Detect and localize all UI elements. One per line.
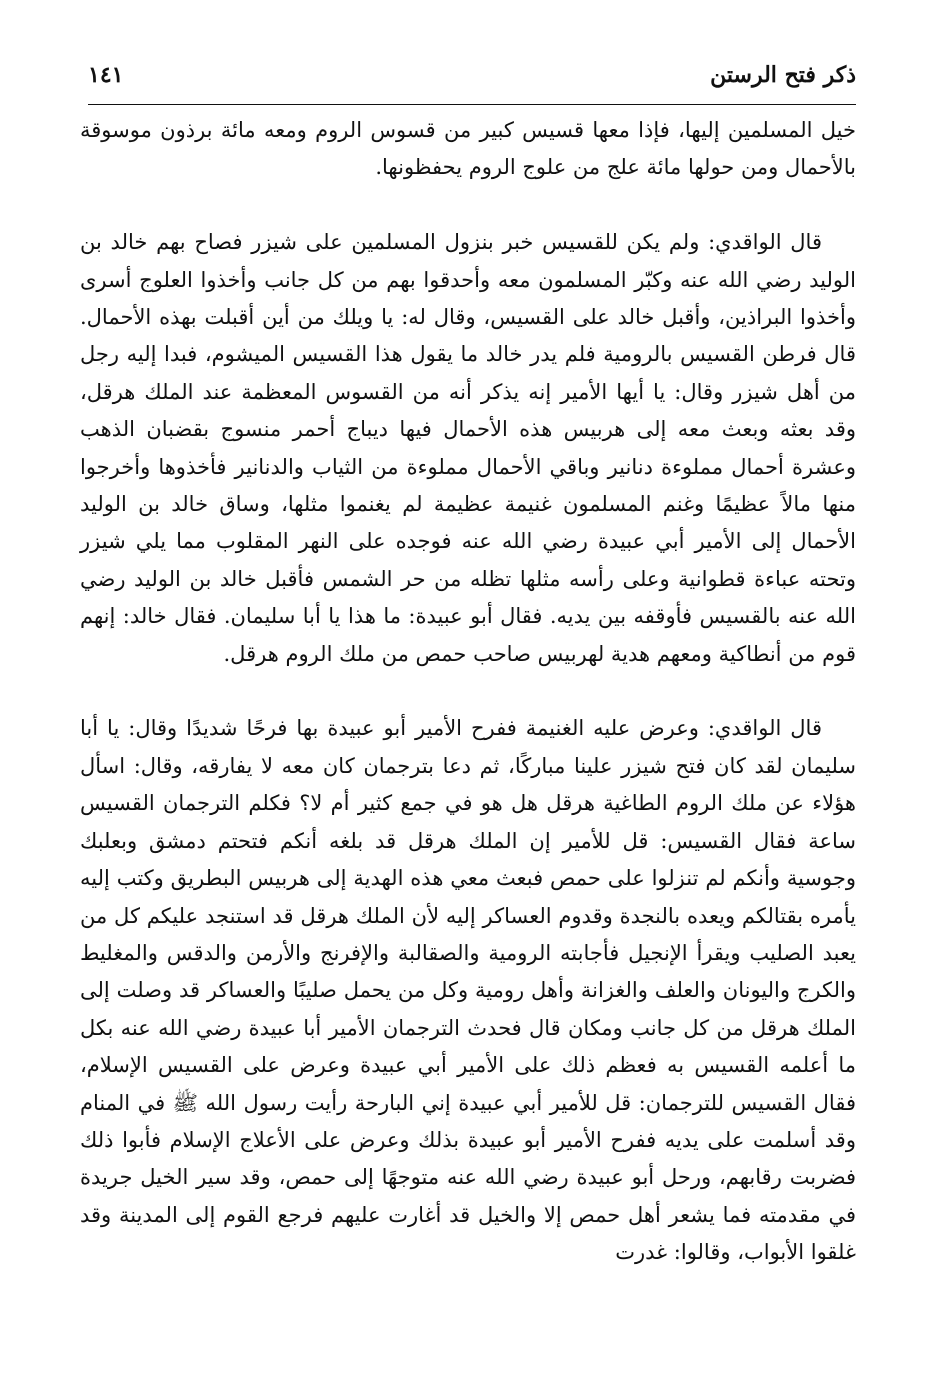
paragraph-spacer — [80, 187, 856, 224]
paragraph-1: خيل المسلمين إليها، فإذا معها قسيس كبير من قسوس الروم ومعه مائة برذون موسوقة بالأحمال ومن حولها مائة علج من علوج الروم يحفظونها. — [80, 118, 856, 180]
paragraph-spacer — [80, 673, 856, 710]
page-header — [88, 58, 856, 105]
page-number: ١٤١ — [88, 62, 124, 88]
running-title: ذكر فتح الرستن — [710, 62, 856, 88]
paragraph-3: قال الواقدي: وعرض عليه الغنيمة ففرح الأمير أبو عبيدة بها فرحًا شديدًا وقال: يا أبا سليمان لقد كان فتح شيزر علينا مباركًا، ثم دعا بترجمان كان معه لا يفارقه، وقال: اسأل هؤلاء عن ملك الروم الطاغية هرقل هل هو في جمع كثير أم لا؟ فكلم الترجمان القسيس ساعة فقال القسيس: قل للأمير إن الملك هرقل قد بلغه أنكم فتحتم دمشق وبعلبك وجوسية وأنكم لم تنزلوا على حمص فبعث معي هذه الهدية إلى هربيس البطريق وكتب إليه يأمره بقتالكم ويعده بالنجدة وقدوم العساكر إليه لأن الملك هرقل قد استنجد عليكم كل من يعبد الصليب ويقرأ الإنجيل فأجابته الرومية والصقالبة والإفرنج والأرمن والدقس والمغليط والكرج واليونان والعلف والغزانة وأهل رومية وكل من يحمل صليبًا والعساكر قد وصلت إلى الملك هرقل من كل جانب ومكان قال فحدث الترجمان الأمير أبا عبيدة رضي الله عنه بكل ما أعلمه القسيس به فعظم ذلك على الأمير أبي عبيدة وعرض على القسيس الإسلام، فقال القسيس للترجمان: قل للأمير أبي عبيدة إني البارحة رأيت رسول الله ﷺ في المنام وقد أسلمت على يديه ففرح الأمير أبو عبيدة بذلك وعرض على الأعلاج الإسلام فأبوا ذلك فضربت رقابهم، ورحل أبو عبيدة رضي الله عنه متوجهًا إلى حمص، وقد سير الخيل جريدة في مقدمته فما يشعر أهل حمص إلا والخيل قد أغارت عليهم فرجع القوم إلى المدينة وقد غلقوا الأبواب، وقالوا: غدرت — [80, 716, 856, 1265]
body-text — [80, 112, 856, 1272]
paragraph-2: قال الواقدي: ولم يكن للقسيس خبر بنزول المسلمين على شيزر فصاح بهم خالد بن الوليد رضي الله عنه وكبّر المسلمون معه وأحدقوا بهم من كل جانب وأخذوا العلوج أسرى وأخذوا البراذين، وأقبل خالد على القسيس، وقال له: يا ويلك من أين أقبلت بهذه الأحمال. قال فرطن القسيس بالرومية فلم يدر خالد ما يقول هذا القسيس الميشوم، فبدا إليه رجل من أهل شيزر وقال: يا أيها الأمير إنه يذكر أنه من القسوس المعظمة عند الملك هرقل، وقد بعثه وبعث معه إلى هربيس هذه الأحمال فيها ديباج أحمر منسوج بقضبان الذهب وعشرة أحمال مملوءة دنانير وباقي الأحمال مملوءة من الثياب والدنانير فأخذوها وأخرجوا منها مالاً عظيمًا وغنم المسلمون غنيمة عظيمة لم يغنموا مثلها، وساق خالد بن الوليد الأحمال إلى الأمير أبي عبيدة رضي الله عنه فوجده على النهر المقلوب مما يلي شيزر وتحته عباءة قطوانية وعلى رأسه مثلها تظله من حر الشمس فأقبل خالد بن الوليد رضي الله عنه بالقسيس فأوقفه بين يديه. فقال أبو عبيدة: ما هذا يا أبا سليمان. فقال خالد: إنهم قوم من أنطاكية ومعهم هدية لهربيس صاحب حمص من ملك الروم هرقل. — [80, 230, 856, 666]
